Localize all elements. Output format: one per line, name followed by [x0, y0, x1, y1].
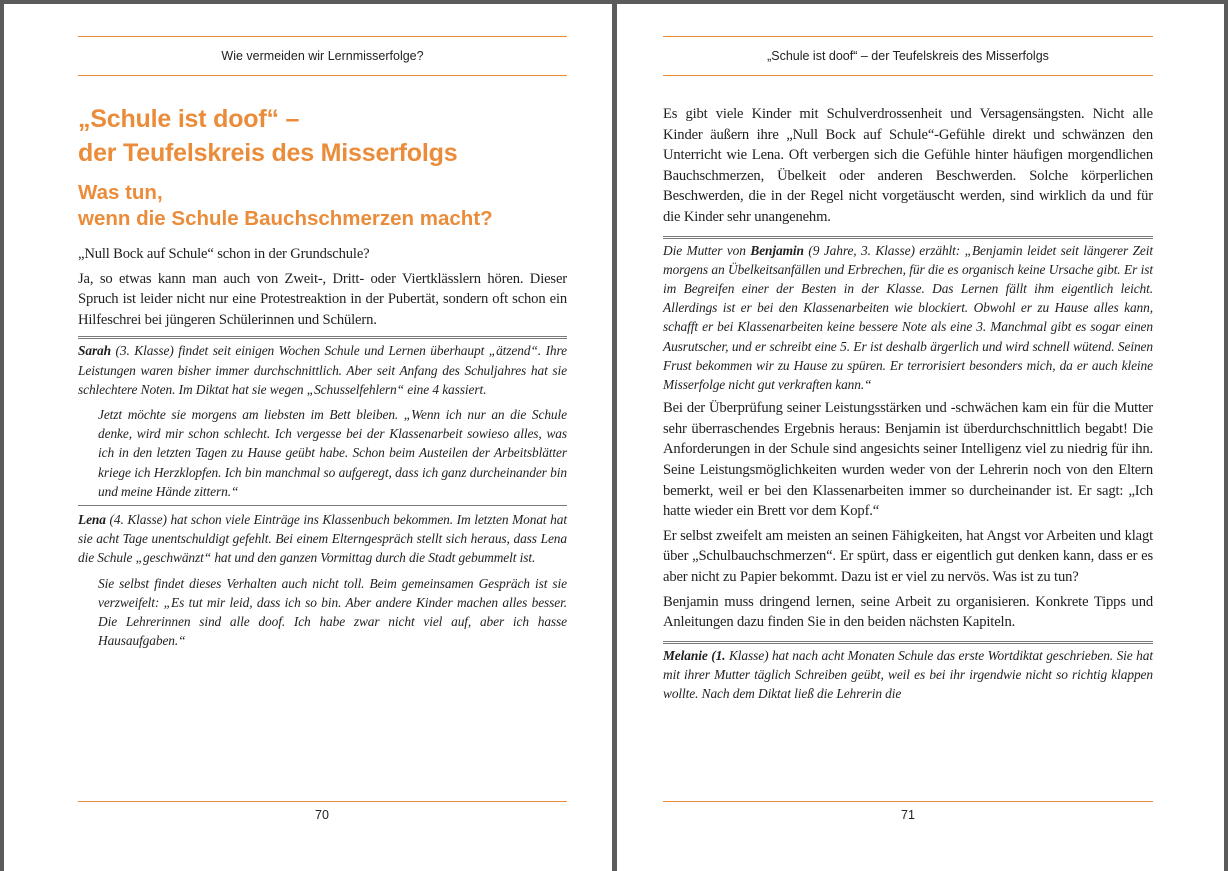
paragraph-doubts: Er selbst zweifelt am meisten an seinen Fähigkeiten, hat Angst vor Arbeiten und klagt über „Schulbauchschmerzen“. Er spürt, dass er eigentlich gut denken kann, dass er es aber nicht zu Papier bekommt. Dazu ist er viel zu nervös. Was ist zu tun?: [663, 527, 1153, 585]
page-content: [663, 104, 1153, 703]
intro-paragraph: Ja, so etwas kann man auch von Zweit-, Dritt- oder Viertklässlern hören. Dieser Spruch ist leider nicht nur eine Protestreaktion in der Pubertät, sondern oft schon ein Hilfeschrei bei jüngeren Schülerinnen und Schülern.: [78, 270, 567, 328]
case-lena: [78, 510, 567, 568]
chapter-title-line2: der Teufelskreis des Misserfolgs: [78, 139, 458, 167]
page-70: [4, 4, 612, 871]
case-sarah-text: (3. Klasse) findet seit einigen Wochen Schule und Lernen überhaupt „ätzend“. Ihre Leistungen waren bisher immer durchschnittlich. Aber seit Anfang des Schuljahres hat sie schlechtere Noten. Im Diktat hat sie wegen „Schusselfehlern“ eine 4 kassiert.: [78, 343, 567, 397]
paragraph-testing: Bei der Überprüfung seiner Leistungsstärken und -schwächen kam ein für die Mutter sehr überraschendes Ergebnis heraus: Benjamin ist überdurchschnittlich begabt! Die Anforderungen in der Schule sind angesichts seiner Intelligenz viel zu niedrig für ihn. Seine Leistungsmöglichkeiten wurden weder von der Lehrerin noch von den Eltern bemerkt, weil er bei den Klassenarbeiten immer so durcheinander ist. Er sagt: „Ich hatte wieder ein Brett vor dem Kopf.“: [663, 400, 1153, 520]
case-melanie-text: Klasse) hat nach acht Monaten Schule das erste Wortdiktat geschrieben. Sie hat mit ihrer Mutter täglich Schreiben geübt, weil es bei ihr irgendwie nicht so richtig klappen wollte. Nach dem Diktat ließ die Lehrerin die: [663, 647, 1153, 702]
case-benjamin-name: Benjamin: [750, 242, 804, 258]
footer-rule: [78, 801, 567, 802]
case-melanie-name: Melanie (1.: [663, 647, 726, 663]
case-lena-text: (4. Klasse) hat schon viele Einträge ins Klassenbuch bekommen. Im letzten Monat hat sie acht Tage unentschuldigt gefehlt. Bei einem Elterngespräch stellt sich heraus, dass Lena die Schule „geschwänzt“ hat und den ganzen Vormittag durch die Stadt gebummelt ist.: [78, 512, 567, 566]
paragraph-tips: Benjamin muss dringend lernen, seine Arbeit zu organisieren. Konkrete Tipps und Anleitungen dazu finden Sie in den beiden nächsten Kapiteln.: [663, 593, 1153, 631]
case-benjamin-text: (9 Jahre, 3. Klasse) erzählt: „Benjamin leidet seit längerer Zeit morgens an Übelkeitsanfällen und Erbrechen, für die es organisch keine Ursache gibt. Er ist im Begreifen einer der Besten in der Klasse. Das Lernen fällt ihm eigentlich leicht. Allerdings ist er bei den Klassenarbeiten wie blockiert. Obwohl er zu Hause alles kann, schafft er bei Klassenarbeiten keine bessere Note als eine 3. Manchmal gibt es sogar einen Ausrutscher, und er schreibt eine 5. Er ist deshalb ärgerlich und wird schnell wütend. Seinen Frust bekommen wir zu Hause zu spüren. Er terrorisiert besonders mich, da er auch kleine Misserfolge nicht gut verkraften kann.“: [663, 242, 1154, 392]
footer-rule: [663, 801, 1153, 802]
page-number: 71: [901, 808, 915, 822]
case-melanie: [663, 646, 1153, 704]
case-divider: [78, 505, 567, 650]
running-head: „Schule ist doof“ – der Teufelskreis des Misserfolgs: [663, 36, 1153, 76]
chapter-title: [78, 102, 567, 170]
intro-question: „Null Bock auf Schule“ schon in der Grundschule?: [78, 246, 370, 262]
case-sarah-quote: Jetzt möchte sie morgens am liebsten im Bett bleiben. „Wenn ich nur an die Schule denke, wird mir schon schlecht. Ich vergesse bei der Klassenarbeit sowieso alles, was ich in den letzten Tagen zu Hause geübt habe. Schon beim Austeilen der Arbeitsblätter kriege ich Herzklopfen. Ich bin manchmal so aufgeregt, dass ich ganz durcheinander bin und meine Hände zittern.“: [98, 406, 567, 499]
chapter-title-line1: „Schule ist doof“ –: [78, 105, 300, 133]
case-lena-name: Lena: [78, 512, 106, 527]
page-content: [78, 102, 567, 650]
page-number: 70: [315, 808, 329, 822]
case-benjamin: [663, 241, 1153, 395]
case-study-box-2: [663, 641, 1153, 704]
case-benjamin-prefix: Die Mutter von: [663, 242, 751, 258]
running-head: Wie vermeiden wir Lernmisserfolge?: [78, 36, 567, 76]
section-title-line2: wenn die Schule Bauchschmerzen macht?: [78, 207, 493, 230]
intro-paragraph: Es gibt viele Kinder mit Schulverdrossenheit und Versagensängsten. Nicht alle Kinder äußern ihre „Null Bock auf Schule“-Gefühle direkt und schwänzen den Unterricht wie Lena. Oft verbergen sich die Gefühle hinter häufigen morgendlichen Bauchschmerzen, Übelkeit oder anderen Beschwerden. Solche körperlichen Beschwerden, die in der Regel nicht vorgetäuscht werden, sind wirklich da und für die Kinder sehr unangenehm.: [663, 106, 1153, 225]
section-title-line1: Was tun,: [78, 181, 163, 204]
case-sarah: [78, 341, 567, 399]
case-study-box: [663, 236, 1153, 395]
case-lena-quote: Sie selbst findet dieses Verhalten auch nicht toll. Beim gemeinsamen Gespräch ist sie verzweifelt: „Es tut mir leid, dass ich so bin. Aber andere Kinder machen alles besser. Die Lehrerinnen sind alle doof. Ich habe zwar nicht viel auf, aber ich hasse Hausaufgaben.“: [98, 575, 567, 649]
page-71: [617, 4, 1224, 871]
section-title: [78, 180, 567, 232]
case-study-box: [78, 336, 567, 650]
case-sarah-name: Sarah: [78, 343, 111, 359]
